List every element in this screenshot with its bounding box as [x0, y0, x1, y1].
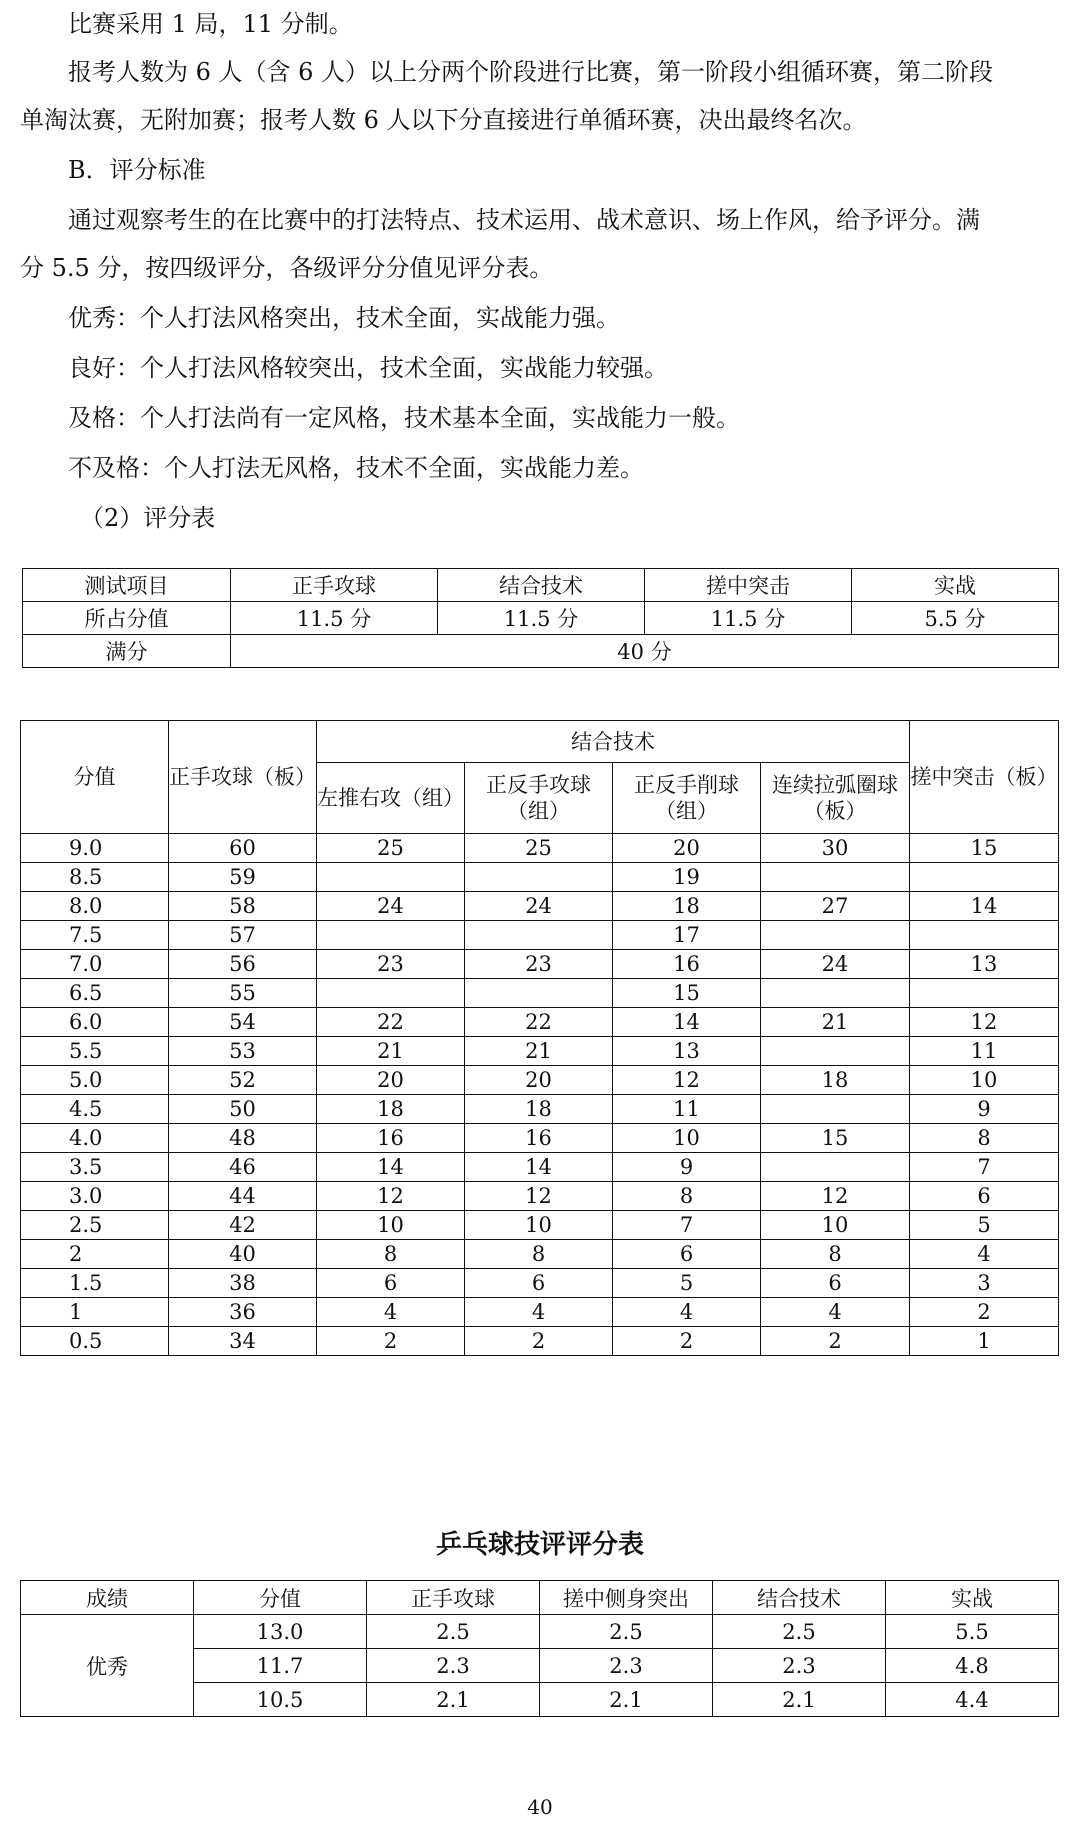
table-cell: 7 [910, 1153, 1059, 1182]
table-cell: 2.3 [540, 1649, 713, 1683]
table-cell: 8 [910, 1124, 1059, 1153]
table-cell-total-label: 满分 [23, 635, 231, 668]
table-cell: 23 [465, 950, 613, 979]
table-cell: 16 [317, 1124, 465, 1153]
table-cell: 12 [613, 1066, 761, 1095]
table-cell [465, 979, 613, 1008]
table-row [21, 1327, 1059, 1356]
table-cell: 18 [761, 1066, 910, 1095]
subheader-cell: 正反手攻球（组） [465, 763, 613, 834]
table-cell: 48 [169, 1124, 317, 1153]
table-cell: 2 [465, 1327, 613, 1356]
table-cell: 38 [169, 1269, 317, 1298]
table-cell: 9.0 [21, 834, 169, 863]
table-row [21, 892, 1059, 921]
table-cell: 11.5 分 [645, 602, 852, 635]
text-line: 优秀：个人打法风格突出，技术全面，实战能力强。 [68, 304, 620, 332]
table-cell: 11.7 [194, 1649, 367, 1683]
table-cell: 36 [169, 1298, 317, 1327]
grade-cell: 优秀 [21, 1615, 194, 1717]
table-cell: 成绩 [21, 1581, 194, 1615]
table-cell: 11 [613, 1095, 761, 1124]
table-cell: 6 [910, 1182, 1059, 1211]
table-cell: 2.5 [540, 1615, 713, 1649]
subheader-cell: 左推右攻（组） [317, 763, 465, 834]
table-cell: 2.3 [713, 1649, 886, 1683]
text-line: 比赛采用 1 局，11 分制。 [68, 10, 353, 38]
table-cell: 10 [465, 1211, 613, 1240]
table-cell: 6 [465, 1269, 613, 1298]
table-cell: 实战 [886, 1581, 1059, 1615]
table-cell: 50 [169, 1095, 317, 1124]
table-cell: 2.1 [367, 1683, 540, 1717]
table-cell [910, 979, 1059, 1008]
table-cell: 14 [317, 1153, 465, 1182]
table-cell: 4.5 [21, 1095, 169, 1124]
table-row [21, 1066, 1059, 1095]
table-cell: 12 [910, 1008, 1059, 1037]
table-cell: 实战 [852, 569, 1059, 602]
table-cell: 2.1 [540, 1683, 713, 1717]
table-cell: 19 [613, 863, 761, 892]
table-cell: 12 [465, 1182, 613, 1211]
page-number: 40 [527, 1795, 553, 1819]
table-cell: 57 [169, 921, 317, 950]
table-cell [910, 921, 1059, 950]
table-cell: 5.5 [886, 1615, 1059, 1649]
table-cell: 0.5 [21, 1327, 169, 1356]
table-cell: 17 [613, 921, 761, 950]
table-cell: 正手攻球 [231, 569, 438, 602]
header-push: 搓中突击（板） [910, 721, 1059, 834]
table-row [21, 921, 1059, 950]
table-row [21, 1095, 1059, 1124]
table-cell: 11.5 分 [438, 602, 645, 635]
paragraph-excellent [0, 294, 1080, 342]
table-cell: 9 [613, 1153, 761, 1182]
table-row [21, 979, 1059, 1008]
table-cell: 7.0 [21, 950, 169, 979]
table-cell: 5.0 [21, 1066, 169, 1095]
table-cell: 21 [465, 1037, 613, 1066]
table-header-row [23, 569, 1059, 602]
table-cell: 44 [169, 1182, 317, 1211]
table-cell: 27 [761, 892, 910, 921]
table-cell: 18 [317, 1095, 465, 1124]
table-cell: 24 [465, 892, 613, 921]
table-cell: 3.0 [21, 1182, 169, 1211]
table-cell: 8 [761, 1240, 910, 1269]
subheader-cell: 连续拉弧圈球（板） [761, 763, 910, 834]
table-cell [317, 921, 465, 950]
table-cell: 4 [465, 1298, 613, 1327]
skill-evaluation-table [20, 1580, 1059, 1717]
table-cell: 21 [761, 1008, 910, 1037]
table-cell [317, 979, 465, 1008]
paragraph-fail [0, 444, 1080, 492]
table-row [21, 1240, 1059, 1269]
table-cell: 10 [613, 1124, 761, 1153]
table-row [21, 950, 1059, 979]
table-cell: 2 [21, 1240, 169, 1269]
table-cell: 16 [465, 1124, 613, 1153]
table-cell: 46 [169, 1153, 317, 1182]
table-cell: 搓中侧身突出 [540, 1581, 713, 1615]
table-cell [465, 863, 613, 892]
table-cell [761, 1153, 910, 1182]
table-cell [761, 863, 910, 892]
table-row [21, 863, 1059, 892]
text-line: （2）评分表 [80, 504, 216, 532]
text-line: B．评分标准 [68, 156, 206, 184]
table-row [21, 1124, 1059, 1153]
table-cell: 22 [465, 1008, 613, 1037]
table-cell: 2 [910, 1298, 1059, 1327]
table-cell: 测试项目 [23, 569, 231, 602]
table-cell: 18 [465, 1095, 613, 1124]
table-cell: 8.5 [21, 863, 169, 892]
subsection-heading-score-table [0, 494, 1080, 542]
table-cell: 6.0 [21, 1008, 169, 1037]
table-cell: 24 [317, 892, 465, 921]
header-score: 分值 [21, 721, 169, 834]
table-cell: 10.5 [194, 1683, 367, 1717]
table-cell: 所占分值 [23, 602, 231, 635]
table-cell: 2 [761, 1327, 910, 1356]
table-cell: 53 [169, 1037, 317, 1066]
table-cell: 15 [761, 1124, 910, 1153]
table-cell: 14 [465, 1153, 613, 1182]
table-cell: 5.5 [21, 1037, 169, 1066]
table-cell: 结合技术 [713, 1581, 886, 1615]
table-cell: 6 [761, 1269, 910, 1298]
table-cell [761, 921, 910, 950]
text-line: 不及格：个人打法无风格，技术不全面，实战能力差。 [68, 454, 644, 482]
subheader-cell: 正反手削球（组） [613, 763, 761, 834]
table-cell: 23 [317, 950, 465, 979]
table-cell: 22 [317, 1008, 465, 1037]
table-cell-total-value: 40 分 [231, 635, 1059, 668]
paragraph-scoring-method [0, 196, 1080, 292]
table-cell: 7.5 [21, 921, 169, 950]
table-cell: 正手攻球 [367, 1581, 540, 1615]
table-cell: 58 [169, 892, 317, 921]
table-cell: 42 [169, 1211, 317, 1240]
table-cell: 2 [317, 1327, 465, 1356]
table-cell: 60 [169, 834, 317, 863]
text-line: 及格：个人打法尚有一定风格，技术基本全面，实战能力一般。 [68, 404, 740, 432]
table-cell: 20 [613, 834, 761, 863]
table-cell: 24 [761, 950, 910, 979]
table-cell: 3 [910, 1269, 1059, 1298]
table-cell: 18 [613, 892, 761, 921]
scoring-detail-table [20, 720, 1059, 1356]
table-cell: 7 [613, 1211, 761, 1240]
paragraph-match-format [0, 0, 1080, 48]
table-cell: 21 [317, 1037, 465, 1066]
table-cell: 1.5 [21, 1269, 169, 1298]
table-header-row [21, 721, 1059, 763]
table-cell: 52 [169, 1066, 317, 1095]
table-cell: 8 [465, 1240, 613, 1269]
table-row [21, 1008, 1059, 1037]
table-cell: 4.8 [886, 1649, 1059, 1683]
table-cell: 13 [613, 1037, 761, 1066]
table-cell: 15 [910, 834, 1059, 863]
table-row [21, 1153, 1059, 1182]
header-combined: 结合技术 [317, 721, 910, 763]
table-cell: 3.5 [21, 1153, 169, 1182]
table-cell: 4 [761, 1298, 910, 1327]
table-cell: 56 [169, 950, 317, 979]
table-cell [317, 863, 465, 892]
table-cell: 16 [613, 950, 761, 979]
table-cell: 12 [317, 1182, 465, 1211]
table-cell: 6.5 [21, 979, 169, 1008]
table-cell: 14 [613, 1008, 761, 1037]
table-cell: 8.0 [21, 892, 169, 921]
table-cell: 2 [613, 1327, 761, 1356]
header-forehand: 正手攻球（板） [169, 721, 317, 834]
table-row [21, 1615, 1059, 1649]
table-cell: 1 [910, 1327, 1059, 1356]
table-cell: 10 [910, 1066, 1059, 1095]
table-row [21, 1182, 1059, 1211]
table-cell: 2.5 [21, 1211, 169, 1240]
table-cell: 20 [317, 1066, 465, 1095]
table-cell: 40 [169, 1240, 317, 1269]
table-cell: 2.1 [713, 1683, 886, 1717]
table-cell: 54 [169, 1008, 317, 1037]
text-line: 单淘汰赛，无附加赛；报考人数 6 人以下分直接进行单循环赛，决出最终名次。 [20, 106, 867, 134]
table-cell: 34 [169, 1327, 317, 1356]
table-cell [761, 1095, 910, 1124]
table-cell: 2.3 [367, 1649, 540, 1683]
paragraph-stages [0, 48, 1080, 144]
table-cell: 55 [169, 979, 317, 1008]
table-cell: 11 [910, 1037, 1059, 1066]
table-row [23, 602, 1059, 635]
table-cell: 30 [761, 834, 910, 863]
table-row [21, 1298, 1059, 1327]
table-cell: 20 [465, 1066, 613, 1095]
table-row [23, 635, 1059, 668]
paragraph-pass [0, 394, 1080, 442]
text-line: 报考人数为 6 人（含 6 人）以上分两个阶段进行比赛，第一阶段小组循环赛，第二阶段 [68, 58, 994, 86]
table-header-row [21, 1581, 1059, 1615]
paragraph-good [0, 344, 1080, 392]
table-cell: 10 [761, 1211, 910, 1240]
table-cell: 4 [317, 1298, 465, 1327]
table-row [21, 1211, 1059, 1240]
weighting-table [22, 568, 1059, 668]
table-cell: 2.5 [367, 1615, 540, 1649]
table-cell: 13.0 [194, 1615, 367, 1649]
table-cell: 13 [910, 950, 1059, 979]
table-cell: 10 [317, 1211, 465, 1240]
section-heading-scoring-standard [0, 146, 1080, 194]
table-cell: 14 [910, 892, 1059, 921]
table-cell: 2.5 [713, 1615, 886, 1649]
table-cell: 15 [613, 979, 761, 1008]
table-cell: 结合技术 [438, 569, 645, 602]
table-cell: 6 [317, 1269, 465, 1298]
table-cell: 5 [613, 1269, 761, 1298]
table-row [21, 1037, 1059, 1066]
text-line: 分 5.5 分，按四级评分，各级评分分值见评分表。 [20, 254, 554, 282]
table-cell: 25 [317, 834, 465, 863]
table-cell [465, 921, 613, 950]
table-cell: 1 [21, 1298, 169, 1327]
table-row [21, 1269, 1059, 1298]
table-cell [910, 863, 1059, 892]
table-cell: 9 [910, 1095, 1059, 1124]
table-cell: 8 [317, 1240, 465, 1269]
table-cell: 分值 [194, 1581, 367, 1615]
table-cell: 5.5 分 [852, 602, 1059, 635]
table-cell: 5 [910, 1211, 1059, 1240]
table-cell [761, 979, 910, 1008]
table-cell: 59 [169, 863, 317, 892]
table-cell: 6 [613, 1240, 761, 1269]
table-row [21, 834, 1059, 863]
table-caption: 乒乓球技评评分表 [435, 1530, 644, 1560]
table-cell: 4 [613, 1298, 761, 1327]
text-line: 良好：个人打法风格较突出，技术全面，实战能力较强。 [68, 354, 668, 382]
table-cell: 8 [613, 1182, 761, 1211]
table-cell: 4.0 [21, 1124, 169, 1153]
table-cell: 4 [910, 1240, 1059, 1269]
table-cell: 11.5 分 [231, 602, 438, 635]
table-cell: 搓中突击 [645, 569, 852, 602]
table-cell: 4.4 [886, 1683, 1059, 1717]
table-cell [761, 1037, 910, 1066]
table-cell: 12 [761, 1182, 910, 1211]
text-line: 通过观察考生的在比赛中的打法特点、技术运用、战术意识、场上作风，给予评分。满 [68, 206, 980, 234]
table-cell: 25 [465, 834, 613, 863]
